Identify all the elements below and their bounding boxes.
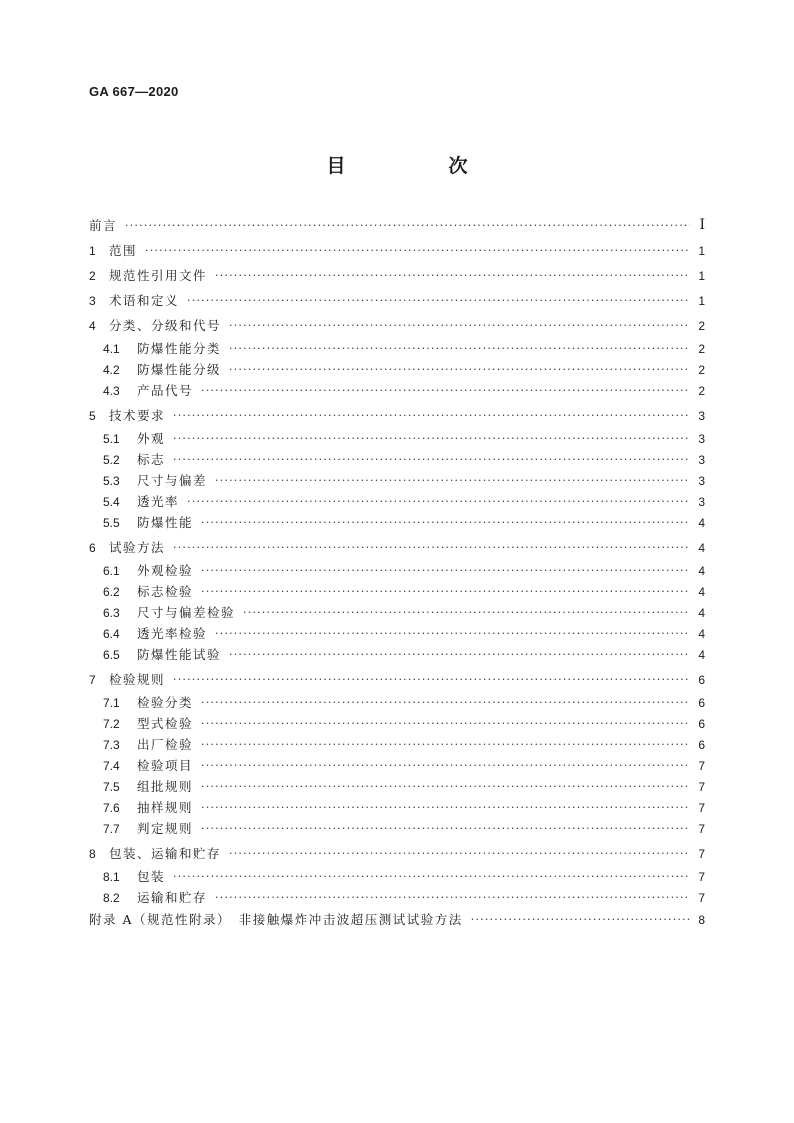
- toc-entry-title: 包装: [137, 869, 166, 884]
- toc-entry-page: 4: [698, 627, 705, 641]
- toc-entry-number: 6: [89, 541, 96, 555]
- toc-entry-page: 3: [698, 432, 705, 446]
- toc-dot-leader: [173, 406, 690, 426]
- toc-entry-title: 外观检验: [137, 563, 194, 578]
- toc-dot-leader: [215, 266, 690, 286]
- toc-entry-page: 7: [698, 822, 705, 836]
- toc-entry-number: 5.1: [103, 432, 120, 446]
- toc-entry[interactable]: [103, 429, 705, 449]
- toc-entry[interactable]: [103, 735, 705, 755]
- toc-entry[interactable]: [103, 693, 705, 713]
- toc-entry-page: 6: [698, 696, 705, 710]
- toc-entry[interactable]: [103, 492, 705, 512]
- toc-dot-leader: [201, 819, 690, 839]
- toc-entry-number: 5.4: [103, 495, 120, 509]
- toc-entry-title: 组批规则: [137, 779, 194, 794]
- toc-entry-title: 规范性引用文件: [109, 268, 208, 283]
- toc-entry[interactable]: [103, 561, 705, 581]
- toc-dot-leader: [243, 603, 690, 623]
- toc-entry[interactable]: [89, 291, 705, 311]
- toc-dot-leader: [201, 693, 690, 713]
- toc-entry-number: 4: [89, 319, 96, 333]
- toc-dot-leader: [215, 471, 690, 491]
- toc-entry[interactable]: [103, 888, 705, 908]
- toc-entry[interactable]: [103, 819, 705, 839]
- toc-entry-page: 3: [698, 474, 705, 488]
- toc-entry[interactable]: [89, 844, 705, 864]
- toc-entry[interactable]: [89, 670, 705, 690]
- toc-entry[interactable]: [103, 582, 705, 602]
- toc-entry-number: 8.2: [103, 891, 120, 905]
- toc-entry-title: 术语和定义: [109, 293, 180, 308]
- toc-entry-page: 7: [698, 801, 705, 815]
- toc-entry-title: 检验项目: [137, 758, 194, 773]
- toc-entry-page: 2: [698, 384, 705, 398]
- toc-entry[interactable]: [89, 266, 705, 286]
- toc-entry-title: 标志: [137, 452, 166, 467]
- toc-dot-leader: [173, 867, 690, 887]
- toc-entry-title: 附录 A（规范性附录） 非接触爆炸冲击波超压测试试验方法: [89, 912, 463, 927]
- toc-entry-number: 4.1: [103, 342, 120, 356]
- toc-entry[interactable]: [103, 471, 705, 491]
- toc-entry-title: 前言: [89, 218, 118, 233]
- toc-entry-title: 外观: [137, 431, 166, 446]
- toc-entry-page: 7: [698, 780, 705, 794]
- toc-entry-page: 4: [698, 541, 705, 555]
- toc-entry-title: 防爆性能: [137, 515, 194, 530]
- toc-entry-number: 3: [89, 294, 96, 308]
- toc-entry[interactable]: [89, 910, 705, 930]
- toc-entry-number: 6.5: [103, 648, 120, 662]
- toc-entry-title: 防爆性能分类: [137, 341, 222, 356]
- toc-entry-number: 7.6: [103, 801, 120, 815]
- toc-entry[interactable]: [103, 624, 705, 644]
- toc-dot-leader: [201, 381, 690, 401]
- toc-entry[interactable]: [89, 241, 705, 261]
- toc-entry[interactable]: [103, 603, 705, 623]
- document-number: GA 667—2020: [89, 84, 179, 99]
- toc-entry-title: 运输和贮存: [137, 890, 208, 905]
- toc-entry-number: 8.1: [103, 870, 120, 884]
- toc-entry[interactable]: [103, 450, 705, 470]
- toc-dot-leader: [187, 492, 690, 512]
- toc-entry-number: 4.3: [103, 384, 120, 398]
- toc-entry-page: 7: [698, 759, 705, 773]
- toc-dot-leader: [201, 582, 690, 602]
- toc-entry-page: 2: [698, 342, 705, 356]
- toc-dot-leader: [215, 624, 690, 644]
- toc-entry-title: 标志检验: [137, 584, 194, 599]
- toc-entry[interactable]: [103, 360, 705, 380]
- toc-entry[interactable]: [103, 513, 705, 533]
- toc-entry-page: 7: [698, 891, 705, 905]
- toc-dot-leader: [201, 735, 690, 755]
- toc-dot-leader: [187, 291, 690, 311]
- toc-entry-number: 6.2: [103, 585, 120, 599]
- toc-entry-page: 3: [698, 495, 705, 509]
- toc-entry-number: 6.1: [103, 564, 120, 578]
- toc-entry[interactable]: [89, 538, 705, 558]
- toc-entry-title: 技术要求: [109, 408, 166, 423]
- toc-entry-number: 7.5: [103, 780, 120, 794]
- toc-entry-title: 检验分类: [137, 695, 194, 710]
- toc-entry-page: 4: [698, 585, 705, 599]
- toc-entry-number: 7.2: [103, 717, 120, 731]
- toc-dot-leader: [201, 561, 690, 581]
- toc-dot-leader: [229, 645, 690, 665]
- toc-entry-number: 5.5: [103, 516, 120, 530]
- toc-entry-title: 判定规则: [137, 821, 194, 836]
- toc-dot-leader: [229, 339, 690, 359]
- toc-entry-title: 检验规则: [109, 672, 166, 687]
- toc-entry[interactable]: [103, 798, 705, 818]
- toc-entry-title: 抽样规则: [137, 800, 194, 815]
- toc-entry-page: 6: [698, 717, 705, 731]
- toc-entry-number: 8: [89, 847, 96, 861]
- toc-entry-title: 透光率检验: [137, 626, 208, 641]
- toc-entry[interactable]: [103, 339, 705, 359]
- toc-dot-leader: [173, 670, 690, 690]
- toc-title: 目 次: [326, 155, 510, 177]
- toc-entry-title: 分类、分级和代号: [109, 318, 222, 333]
- toc-entry-number: 5.2: [103, 453, 120, 467]
- toc-entry-title: 包装、运输和贮存: [109, 846, 222, 861]
- toc-dot-leader: [201, 714, 690, 734]
- toc-entry-number: 7.4: [103, 759, 120, 773]
- toc-entry-page: Ⅰ: [699, 218, 705, 233]
- toc-dot-leader: [229, 316, 690, 336]
- toc-entry-page: 3: [698, 409, 705, 423]
- toc-entry-title: 防爆性能分级: [137, 362, 222, 377]
- toc-entry[interactable]: [103, 867, 705, 887]
- toc-entry-title: 出厂检验: [137, 737, 194, 752]
- toc-entry-page: 2: [698, 319, 705, 333]
- toc-entry-page: 1: [698, 294, 705, 308]
- toc-dot-leader: [229, 360, 690, 380]
- toc-dot-leader: [145, 241, 690, 261]
- toc-entry[interactable]: [89, 216, 705, 236]
- toc-entry-title: 范围: [109, 243, 138, 258]
- toc-dot-leader: [173, 429, 690, 449]
- toc-entry[interactable]: [103, 756, 705, 776]
- toc-entry[interactable]: [103, 714, 705, 734]
- toc-entry-page: 6: [698, 673, 705, 687]
- toc-entry-number: 2: [89, 269, 96, 283]
- toc-entry-number: 7.3: [103, 738, 120, 752]
- toc-entry-page: 1: [698, 269, 705, 283]
- toc-entry-number: 7: [89, 673, 96, 687]
- toc-entry-page: 4: [698, 564, 705, 578]
- toc-entry-number: 5.3: [103, 474, 120, 488]
- toc-entry-page: 8: [698, 913, 705, 927]
- toc-entry-page: 4: [698, 516, 705, 530]
- toc-entry-number: 5: [89, 409, 96, 423]
- toc-entry-page: 7: [698, 870, 705, 884]
- toc-dot-leader: [173, 450, 690, 470]
- toc-entry-title: 透光率: [137, 494, 180, 509]
- toc-entry-title: 试验方法: [109, 540, 166, 555]
- toc-dot-leader: [125, 216, 690, 236]
- toc-dot-leader: [201, 798, 690, 818]
- toc-entry-page: 4: [698, 606, 705, 620]
- toc-entry[interactable]: [103, 645, 705, 665]
- toc-entry-title: 尺寸与偏差: [137, 473, 208, 488]
- toc-entry-number: 7.7: [103, 822, 120, 836]
- toc-dot-leader: [215, 888, 690, 908]
- toc-dot-leader: [201, 513, 690, 533]
- toc-dot-leader: [471, 910, 690, 930]
- toc-entry[interactable]: [89, 316, 705, 336]
- toc-entry-page: 2: [698, 363, 705, 377]
- toc-entry-page: 3: [698, 453, 705, 467]
- toc-dot-leader: [201, 777, 690, 797]
- toc-entry[interactable]: [103, 777, 705, 797]
- toc-dot-leader: [201, 756, 690, 776]
- toc-entry-number: 7.1: [103, 696, 120, 710]
- toc-dot-leader: [229, 844, 690, 864]
- toc-entry-page: 6: [698, 738, 705, 752]
- toc-entry-number: 6.4: [103, 627, 120, 641]
- toc-entry-title: 产品代号: [137, 383, 194, 398]
- toc-entry-title: 防爆性能试验: [137, 647, 222, 662]
- toc-entry-number: 4.2: [103, 363, 120, 377]
- toc-entry-page: 7: [698, 847, 705, 861]
- toc-entry-page: 4: [698, 648, 705, 662]
- toc-entry[interactable]: [89, 406, 705, 426]
- toc-entry-title: 型式检验: [137, 716, 194, 731]
- toc-entry-page: 1: [698, 244, 705, 258]
- toc-dot-leader: [173, 538, 690, 558]
- toc-entry[interactable]: [103, 381, 705, 401]
- toc-entry-number: 1: [89, 244, 96, 258]
- toc-entry-title: 尺寸与偏差检验: [137, 605, 236, 620]
- toc-entry-number: 6.3: [103, 606, 120, 620]
